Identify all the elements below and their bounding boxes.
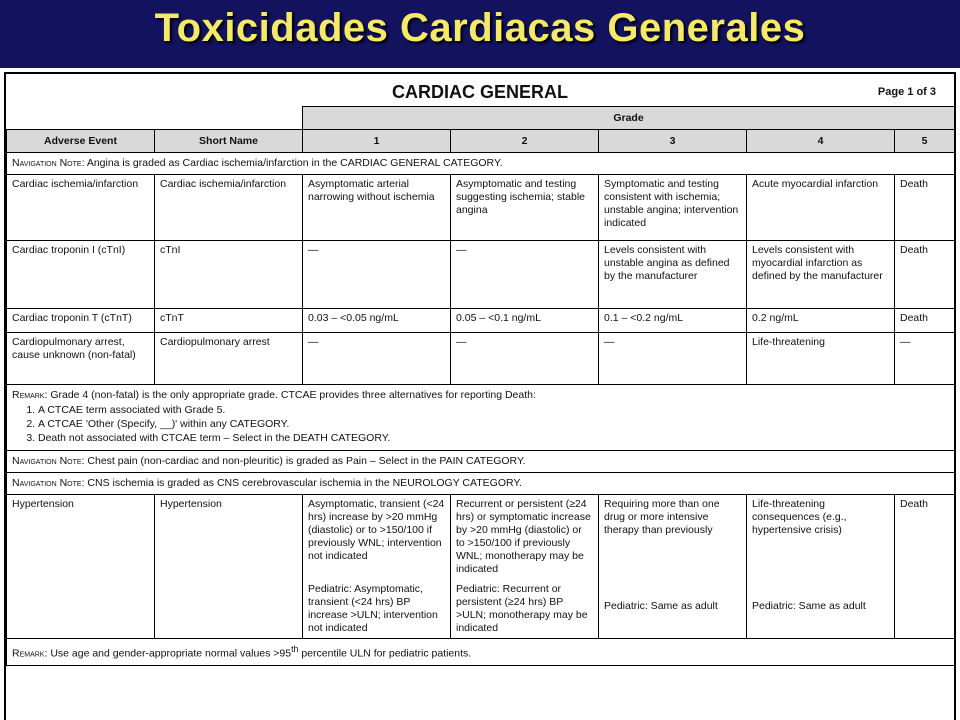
cell-grade-3: Symptomatic and testing consistent with ischemia; unstable angina; intervention indicated [599,175,747,241]
cell-grade-4: Levels consistent with myocardial infarction as defined by the manufacturer [747,241,895,309]
grade-header-row [7,107,955,130]
cell-short-name: Cardiac ischemia/infarction [155,175,303,241]
list-item: 1. A CTCAE term associated with Grade 5. [38,404,949,417]
navigation-note: Navigation Note: Chest pain (non-cardiac and non-pleuritic) is graded as Pain – Select in the PAIN CATEGORY. [7,451,955,473]
cell-grade-1: — [303,241,451,309]
grade-label: Grade [303,107,955,130]
table-row [7,495,955,639]
cell-grade-3: 0.1 – <0.2 ng/mL [599,309,747,333]
cell-grade-4: Life-threatening [747,333,895,385]
cell-grade-3: — [599,333,747,385]
cell-grade-2: — [451,333,599,385]
navigation-note-row [7,153,955,175]
pediatric-note: Pediatric: Same as adult [752,600,866,612]
cell-grade-3: Levels consistent with unstable angina as defined by the manufacturer [599,241,747,309]
col-grade-3: 3 [599,130,747,153]
pediatric-note: Pediatric: Asymptomatic, transient (<24 hrs) BP increase >ULN; intervention not indicated [308,583,438,634]
navigation-note-row [7,473,955,495]
death-alternatives-list [12,404,949,445]
cell-grade-4: 0.2 ng/mL [747,309,895,333]
pediatric-note: Pediatric: Same as adult [604,600,718,612]
slide-header [0,0,960,68]
col-grade-4: 4 [747,130,895,153]
cell-grade-3: Requiring more than one drug or more intensive therapy than previously Pediatric: Same as adult [599,495,747,639]
cell-grade-2: 0.05 – <0.1 ng/mL [451,309,599,333]
slide-title: Toxicidades Cardiacas Generales [154,6,806,50]
col-short-name: Short Name [155,130,303,153]
remark-death-alternatives: Remark: Grade 4 (non-fatal) is the only appropriate grade. CTCAE provides three alternatives for reporting Death: 1. A CTCAE term associated with Grade 5. 2. A CTCAE 'Other (Specify, __)' within any CATEGORY. 3. Death not associated with CTCAE term – Select in the DEATH CATEGORY. [7,385,955,451]
col-grade-2: 2 [451,130,599,153]
cell-grade-2: Recurrent or persistent (≥24 hrs) or symptomatic increase by >20 mmHg (diastolic) or to >150/100 if previously WNL; monotherapy may be indicated Pediatric: Recurrent or persistent (≥24 hrs) BP >ULN; monotherapy may be indicated [451,495,599,639]
list-item: 2. A CTCAE 'Other (Specify, __)' within any CATEGORY. [38,418,949,431]
cell-grade-5: — [895,333,955,385]
cell-grade-2: Asymptomatic and testing suggesting ischemia; stable angina [451,175,599,241]
cell-event: Cardiac ischemia/infarction [7,175,155,241]
cell-grade-4: Life-threatening consequences (e.g., hypertensive crisis) Pediatric: Same as adult [747,495,895,639]
cell-grade-5: Death [895,175,955,241]
remark-row [7,385,955,451]
ctcae-document [4,72,956,720]
navigation-note-row [7,451,955,473]
cell-grade-1: 0.03 – <0.05 ng/mL [303,309,451,333]
table-row [7,241,955,309]
table-row [7,175,955,241]
cell-grade-1: — [303,333,451,385]
cell-short-name: Cardiopulmonary arrest [155,333,303,385]
cell-event: Cardiac troponin I (cTnI) [7,241,155,309]
cell-grade-5: Death [895,495,955,639]
cell-event: Cardiopulmonary arrest, cause unknown (non-fatal) [7,333,155,385]
col-grade-1: 1 [303,130,451,153]
cell-event: Cardiac troponin T (cTnT) [7,309,155,333]
cell-event: Hypertension [7,495,155,639]
cell-grade-4: Acute myocardial infarction [747,175,895,241]
cell-grade-5: Death [895,309,955,333]
list-item: 3. Death not associated with CTCAE term – Select in the DEATH CATEGORY. [38,432,949,445]
remark-pediatric-uln: Remark: Use age and gender-appropriate normal values >95th percentile ULN for pediatric patients. [7,639,955,666]
remark-row [7,639,955,666]
table-row [7,309,955,333]
document-title: CARDIAC GENERAL [391,82,568,102]
table-row [7,333,955,385]
cell-grade-5: Death [895,241,955,309]
toxicity-table [6,106,955,666]
navigation-note: Navigation Note: Angina is graded as Cardiac ischemia/infarction in the CARDIAC GENERAL CATEGORY. [7,153,955,175]
col-grade-5: 5 [895,130,955,153]
cell-grade-1: Asymptomatic, transient (<24 hrs) increase by >20 mmHg (diastolic) or to >150/100 if previously WNL; intervention not indicated Pediatric: Asymptomatic, transient (<24 hrs) BP increase >ULN; intervention not indicated [303,495,451,639]
col-adverse-event: Adverse Event [7,130,155,153]
cell-short-name: Hypertension [155,495,303,639]
header-blank [7,107,303,130]
cell-short-name: cTnT [155,309,303,333]
page-indicator: Page 1 of 3 [877,86,936,98]
column-header-row [7,130,955,153]
cell-short-name: cTnI [155,241,303,309]
cell-grade-2: — [451,241,599,309]
navigation-note: Navigation Note: CNS ischemia is graded as CNS cerebrovascular ischemia in the NEUROLOGY CATEGORY. [7,473,955,495]
pediatric-note: Pediatric: Recurrent or persistent (≥24 hrs) BP >ULN; monotherapy may be indicated [456,583,588,634]
cell-grade-1: Asymptomatic arterial narrowing without ischemia [303,175,451,241]
